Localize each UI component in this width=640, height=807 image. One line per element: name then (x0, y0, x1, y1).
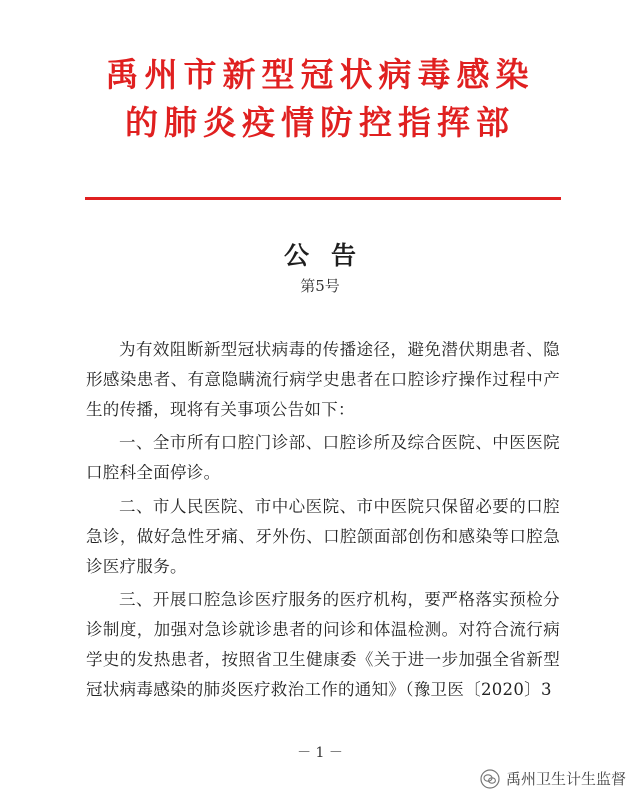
body-text (86, 335, 560, 709)
notice-number: 第5号 (300, 277, 340, 295)
red-divider (85, 197, 561, 200)
notice-title: 公告 (283, 241, 378, 270)
header-title-line1: 禹州市新型冠状病毒感染 (105, 55, 535, 94)
page-number: － 1 － (297, 745, 343, 761)
paragraph-intro: 为有效阻断新型冠状病毒的传播途径，避免潜伏期患者、隐形感染患者、有意隐瞒流行病学史患者在口腔诊疗操作过程中产生的传播，现将有关事项公告如下： (86, 340, 560, 419)
paragraph-item-3: 三、开展口腔急诊医疗服务的医疗机构，要严格落实预检分诊制度，加强对急诊就诊患者的问诊和体温检测。对符合流行病学史的发热患者，按照省卫生健康委《关于进一步加强全省新型冠状病毒感染的肺炎医疗救治工作的通知》（豫卫医〔2020〕3 (86, 590, 560, 699)
header-title-line2: 的肺炎疫情防控指挥部 (125, 103, 515, 142)
paragraph-item-2: 二、市人民医院、市中心医院、市中医院只保留必要的口腔急诊，做好急性牙痛、牙外伤、口腔颌面部创伤和感染等口腔急诊医疗服务。 (86, 496, 560, 576)
paragraph-item-1: 一、全市所有口腔门诊部、口腔诊所及综合医院、中医医院口腔科全面停诊。 (86, 433, 560, 483)
wechat-icon (480, 769, 500, 789)
wechat-watermark (480, 768, 626, 789)
watermark-text: 禹州卫生计生监督 (505, 770, 626, 788)
